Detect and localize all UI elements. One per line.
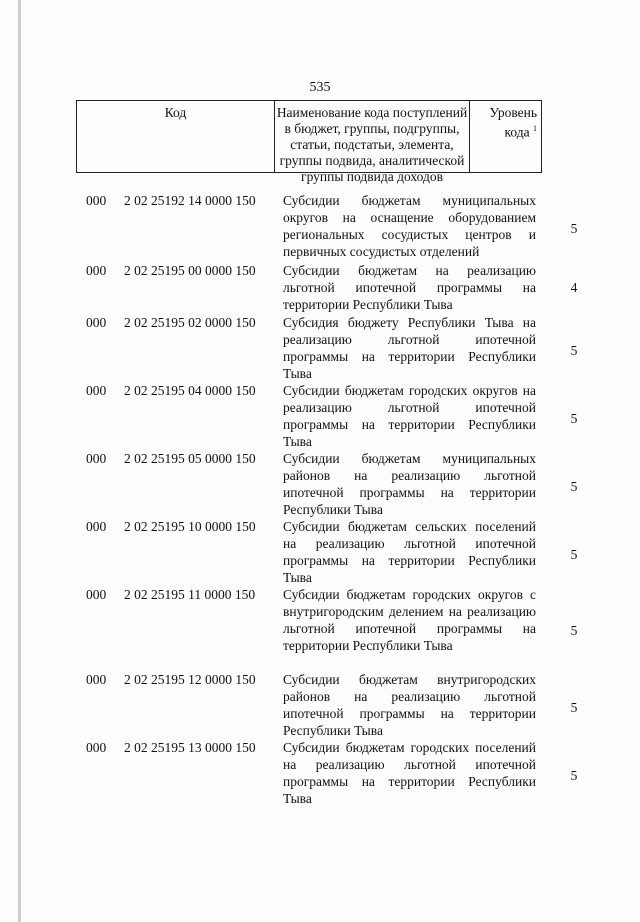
row-revenue-code: 2 02 25195 04 0000 150	[124, 383, 256, 398]
row-code-level: 5	[570, 700, 578, 715]
row-group-code: 000	[86, 672, 107, 687]
row-revenue-code: 2 02 25195 13 0000 150	[124, 740, 256, 755]
row-revenue-code: 2 02 25195 05 0000 150	[124, 451, 256, 466]
table-row	[0, 671, 640, 739]
header-level	[470, 101, 541, 172]
table-row	[0, 382, 640, 450]
header-level-line1: Уровень	[489, 105, 537, 120]
row-group-code: 000	[86, 193, 107, 208]
row-revenue-name: Субсидии бюджетам городских округов на реализацию льготной ипотечной программы на территории Республики Тыва	[283, 383, 536, 449]
table-row	[0, 314, 640, 382]
row-code-level: 5	[570, 411, 578, 426]
row-code-level: 5	[570, 479, 578, 494]
header-level-line2: кода	[504, 124, 530, 140]
row-group-code: 000	[86, 740, 107, 755]
table-row	[0, 262, 640, 313]
row-revenue-name: Субсидии бюджетам внутригородских районов на реализацию льготной ипотечной программы на территории Республики Тыва	[283, 672, 536, 738]
header-code: Код	[164, 105, 187, 120]
row-group-code: 000	[86, 315, 107, 330]
row-group-code: 000	[86, 451, 107, 466]
row-revenue-name: Субсидии бюджетам на реализацию льготной ипотечной программы на территории Республики Тыва	[283, 263, 536, 312]
table-row	[0, 586, 640, 671]
row-group-code: 000	[86, 383, 107, 398]
row-revenue-code: 2 02 25195 10 0000 150	[124, 519, 256, 534]
row-code-level: 4	[570, 280, 578, 295]
row-revenue-code: 2 02 25195 00 0000 150	[124, 263, 256, 278]
row-group-code: 000	[86, 587, 107, 602]
row-revenue-name: Субсидии бюджетам городских поселений на реализацию льготной ипотечной программы на территории Республики Тыва	[283, 740, 536, 806]
row-revenue-name: Субсидии бюджетам муниципальных округов на оснащение оборудованием региональных сосудистых центров и первичных сосудистых отделений	[283, 193, 536, 259]
row-code-level: 5	[570, 343, 578, 358]
row-revenue-name: Субсидии бюджетам муниципальных районов на реализацию льготной ипотечной программы на территории Республики Тыва	[283, 451, 536, 517]
row-revenue-code: 2 02 25195 02 0000 150	[124, 315, 256, 330]
row-group-code: 000	[86, 263, 107, 278]
table-row	[0, 739, 640, 807]
row-code-level: 5	[570, 221, 578, 236]
row-code-level: 5	[570, 768, 578, 783]
row-group-code: 000	[86, 519, 107, 534]
row-code-level: 5	[570, 547, 578, 562]
table-row	[0, 450, 640, 518]
table-row	[0, 192, 640, 260]
row-revenue-name: Субсидии бюджетам сельских поселений на реализацию льготной ипотечной программы на территории Республики Тыва	[283, 519, 536, 585]
row-revenue-code: 2 02 25195 12 0000 150	[124, 672, 256, 687]
row-revenue-name: Субсидии бюджетам городских округов с внутригородским делением на реализацию льготной ипотечной программы на территории Республики Тыва	[283, 587, 536, 653]
header-name: Наименование кода поступлений в бюджет, группы, подгруппы, статьи, подстатьи, элемента, группы подвида, аналитической группы подвида доходов	[274, 101, 470, 172]
row-revenue-name: Субсидия бюджету Республики Тыва на реализацию льготной ипотечной программы на территории Республики Тыва	[283, 315, 536, 381]
table-row	[0, 518, 640, 586]
row-revenue-code: 2 02 25192 14 0000 150	[124, 193, 256, 208]
table-header	[76, 100, 542, 184]
header-level-footnote: 1	[533, 124, 537, 133]
row-revenue-code: 2 02 25195 11 0000 150	[124, 587, 256, 602]
page-number: 535	[309, 80, 331, 95]
row-code-level: 5	[570, 623, 578, 638]
